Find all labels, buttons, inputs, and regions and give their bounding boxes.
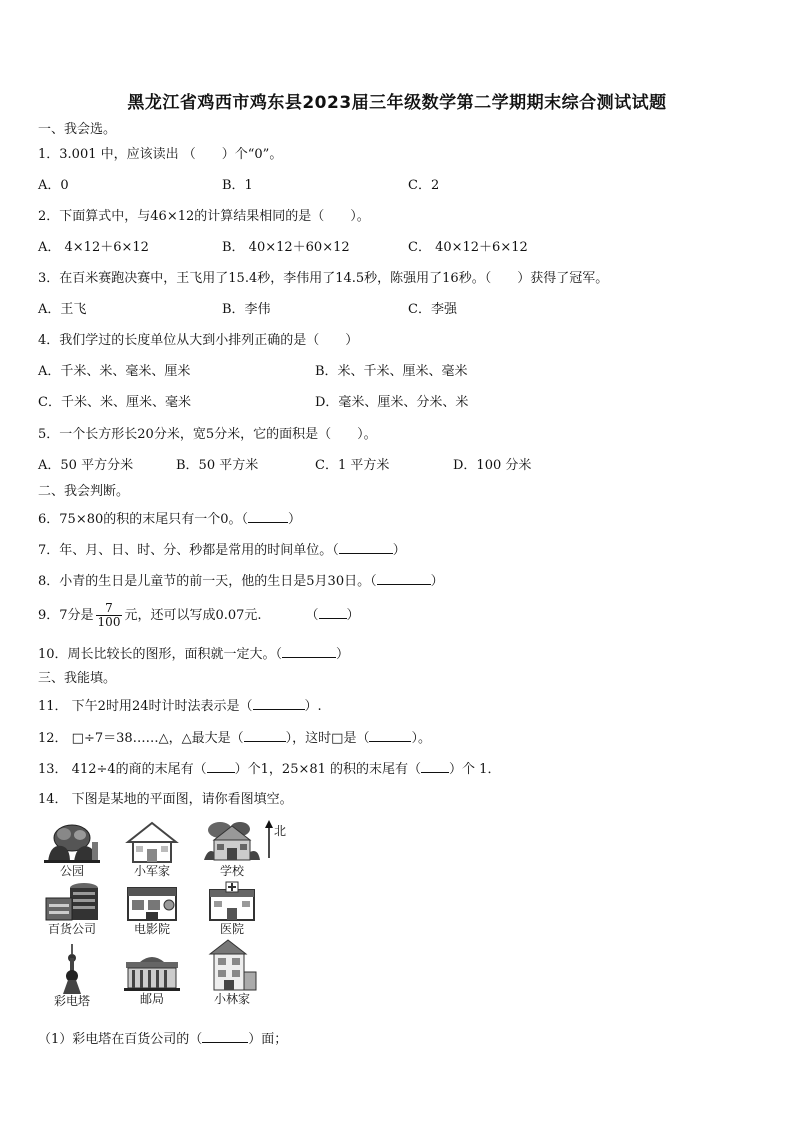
sub1-answer-blank[interactable] bbox=[202, 1030, 248, 1043]
q13-text-mid: ）个1，25×81 的积的末尾有（ bbox=[234, 762, 422, 777]
question-7 bbox=[38, 541, 406, 559]
q1-option-c[interactable]: C．2 bbox=[408, 178, 440, 193]
house-icon bbox=[124, 820, 180, 864]
q1-option-b[interactable]: B．1 bbox=[222, 178, 253, 193]
q10-close: ） bbox=[336, 647, 350, 662]
q9-open: （ bbox=[305, 608, 319, 623]
q3-option-a[interactable]: A．王飞 bbox=[38, 302, 87, 317]
q3-option-c[interactable]: C．李强 bbox=[408, 302, 457, 317]
q8-close: ） bbox=[430, 574, 444, 589]
q9-text-mid: 元，还可以写成0.07元. bbox=[124, 608, 262, 623]
map-cell-post-office bbox=[112, 950, 192, 1006]
map-cell-tv-tower bbox=[32, 944, 112, 1008]
q9-close: ） bbox=[346, 608, 360, 623]
q2-option-a[interactable]: A． 4×12＋6×12 bbox=[38, 240, 149, 255]
q6-text: 6．75×80的积的末尾只有一个0。（ bbox=[38, 512, 249, 527]
post-office-icon bbox=[120, 950, 184, 992]
question-4: 4．我们学过的长度单位从大到小排列正确的是（ ） bbox=[38, 333, 359, 348]
q12-answer-blank-2[interactable] bbox=[369, 729, 411, 742]
q11-text: 11． 下午2时用24时计时法表示是（ bbox=[38, 699, 253, 714]
map-label-park: 公园 bbox=[59, 864, 84, 878]
page-title: 黑龙江省鸡西市鸡东县2023届三年级数学第二学期期末综合测试试题 bbox=[127, 93, 667, 113]
map-label-cinema: 电影院 bbox=[133, 922, 170, 936]
question-14: 14． 下图是某地的平面图，请你看图填空。 bbox=[38, 792, 293, 807]
q7-answer-blank[interactable] bbox=[339, 541, 393, 554]
tv-tower-icon bbox=[57, 944, 87, 994]
q12-close: ）。 bbox=[411, 731, 431, 746]
q5-option-d[interactable]: D．100 分米 bbox=[453, 458, 532, 473]
q6-answer-blank[interactable] bbox=[248, 510, 288, 523]
question-10 bbox=[38, 645, 349, 663]
q4-option-d[interactable]: D．毫米、厘米、分米、米 bbox=[315, 395, 469, 410]
map-label-school: 学校 bbox=[219, 864, 244, 878]
q9-fraction bbox=[96, 602, 123, 629]
department-store-icon bbox=[40, 880, 104, 922]
q6-close: ） bbox=[288, 512, 302, 527]
map-cell-department-store bbox=[32, 880, 112, 936]
map-cell-xiaojun-home bbox=[112, 820, 192, 878]
map-cell-park bbox=[32, 822, 112, 878]
q8-text: 8．小青的生日是儿童节的前一天，他的生日是5月30日。（ bbox=[38, 574, 377, 589]
q7-text: 7．年、月、日、时、分、秒都是常用的时间单位。（ bbox=[38, 543, 339, 558]
map-label-hospital: 医院 bbox=[219, 922, 244, 936]
q9-answer-blank[interactable] bbox=[319, 606, 347, 619]
question-6 bbox=[38, 510, 301, 528]
q4-option-c[interactable]: C．千米、米、厘米、毫米 bbox=[38, 395, 191, 410]
question-1: 1．3.001 中，应该读出 （ ）个“0”。 bbox=[38, 147, 283, 162]
map-cell-school bbox=[192, 820, 272, 878]
q5-option-b[interactable]: B．50 平方米 bbox=[176, 458, 259, 473]
q10-answer-blank[interactable] bbox=[282, 645, 336, 658]
q5-option-a[interactable]: A．50 平方分米 bbox=[38, 458, 134, 473]
q9-fraction-denominator: 100 bbox=[97, 615, 121, 629]
map-label-post-office: 邮局 bbox=[139, 992, 164, 1006]
question-12 bbox=[38, 729, 431, 747]
question-2: 2．下面算式中，与46×12的计算结果相同的是（ ）。 bbox=[38, 209, 370, 224]
section-heading-judge: 二、我会判断。 bbox=[38, 484, 130, 499]
school-icon bbox=[200, 820, 264, 864]
q12-answer-blank-1[interactable] bbox=[244, 729, 286, 742]
q8-answer-blank[interactable] bbox=[377, 572, 431, 585]
q4-option-b[interactable]: B．米、千米、厘米、毫米 bbox=[315, 364, 468, 379]
question-3: 3．在百米赛跑决赛中，王飞用了15.4秒，李伟用了14.5秒，陈强用了16秒。（ ）获得了冠军。 bbox=[38, 271, 609, 286]
q7-close: ） bbox=[392, 543, 406, 558]
park-icon bbox=[40, 822, 104, 864]
sub1-close: ）面； bbox=[248, 1032, 288, 1047]
q13-answer-blank-1[interactable] bbox=[207, 760, 235, 773]
q13-text: 13． 412÷4的商的末尾有（ bbox=[38, 762, 207, 777]
map-cell-xiaolin-home bbox=[192, 938, 272, 1006]
map-label-xiaolin-home: 小林家 bbox=[213, 992, 250, 1006]
q13-answer-blank-2[interactable] bbox=[421, 760, 449, 773]
hospital-icon bbox=[202, 880, 262, 922]
map-label-department-store: 百货公司 bbox=[47, 922, 96, 936]
q12-text-mid: ），这时□是（ bbox=[285, 731, 370, 746]
q2-option-c[interactable]: C． 40×12＋6×12 bbox=[408, 240, 528, 255]
question-11 bbox=[38, 697, 322, 715]
map-cell-cinema bbox=[112, 882, 192, 936]
q2-option-b[interactable]: B． 40×12＋60×12 bbox=[222, 240, 350, 255]
map-cell-hospital bbox=[192, 880, 272, 936]
q1-option-a[interactable]: A．0 bbox=[38, 178, 69, 193]
map-label-tv-tower: 彩电塔 bbox=[53, 994, 90, 1008]
map-label-xiaojun-home: 小军家 bbox=[133, 864, 170, 878]
q3-option-b[interactable]: B．李伟 bbox=[222, 302, 271, 317]
cinema-icon bbox=[122, 882, 182, 922]
q11-close: ）. bbox=[304, 699, 322, 714]
sub1-text: （1）彩电塔在百货公司的（ bbox=[38, 1032, 203, 1047]
question-13 bbox=[38, 760, 500, 778]
q11-answer-blank[interactable] bbox=[253, 697, 305, 710]
q13-close: ）个 1． bbox=[449, 762, 501, 777]
q9-fraction-numerator: 7 bbox=[96, 602, 123, 616]
q4-option-a[interactable]: A．千米、米、毫米、厘米 bbox=[38, 364, 191, 379]
north-indicator bbox=[262, 820, 287, 864]
section-heading-choice: 一、我会选。 bbox=[38, 122, 117, 137]
q5-option-c[interactable]: C．1 平方米 bbox=[315, 458, 390, 473]
apartment-icon bbox=[204, 938, 260, 992]
q10-text: 10．周长比较长的图形，面积就一定大。（ bbox=[38, 647, 283, 662]
north-label: 北 bbox=[274, 824, 287, 838]
question-9 bbox=[38, 602, 360, 630]
question-8 bbox=[38, 572, 444, 590]
q9-text: 9．7分是 bbox=[38, 608, 94, 623]
subquestion-1 bbox=[38, 1030, 287, 1048]
q12-text: 12． □÷7＝38……△，△最大是（ bbox=[38, 731, 244, 746]
question-5: 5．一个长方形长20分米，宽5分米，它的面积是（ ）。 bbox=[38, 427, 377, 442]
section-heading-fill: 三、我能填。 bbox=[38, 671, 117, 686]
